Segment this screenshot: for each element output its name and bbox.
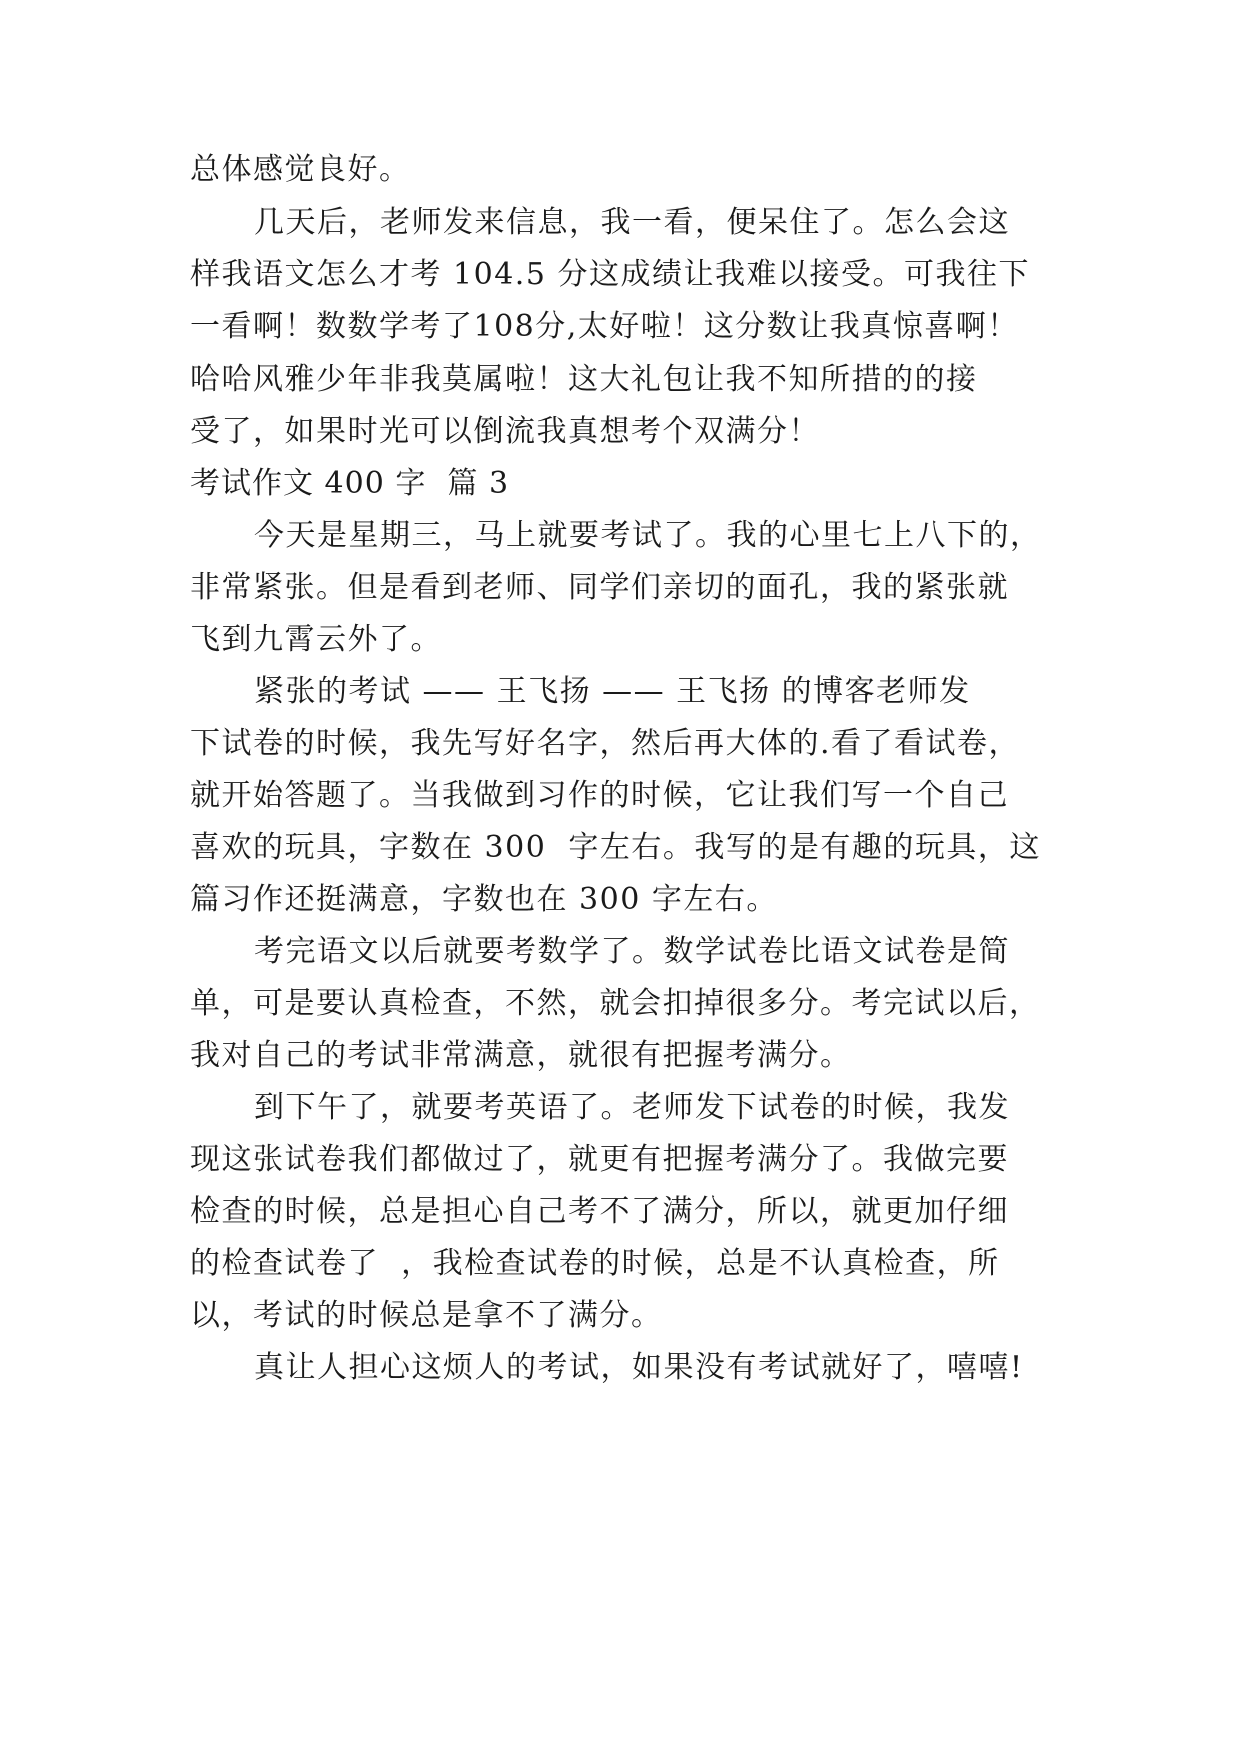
section-heading: 考试作文 400 字 篇 3: [190, 466, 510, 501]
paragraph-line: 紧张的考试 —— 王飞扬 —— 王飞扬 的博客老师发: [254, 674, 971, 709]
paragraph-line: 受了，如果时光可以倒流我真想考个双满分！: [190, 414, 820, 449]
paragraph-line: 今天是星期三，马上就要考试了。我的心里七上八下的，: [254, 518, 1042, 553]
paragraph-line: 非常紧张。但是看到老师、同学们亲切的面孔，我的紧张就: [190, 570, 1009, 605]
paragraph-line: 现这张试卷我们都做过了，就更有把握考满分了。我做完要: [190, 1142, 1009, 1177]
paragraph-line: 单，可是要认真检查，不然，就会扣掉很多分。考完试以后，: [190, 986, 1041, 1021]
paragraph-line: 真让人担心这烦人的考试，如果没有考试就好了，嘻嘻!: [254, 1350, 1024, 1385]
paragraph-line: 总体感觉良好。: [190, 152, 411, 187]
paragraph-line: 的检查试卷了 ，我检查试卷的时候，总是不认真检查，所: [190, 1246, 1000, 1281]
paragraph-line: 哈哈风雅少年非我莫属啦！这大礼包让我不知所措的的接: [190, 362, 978, 397]
paragraph-line: 样我语文怎么才考 104.5 分这成绩让我难以接受。可我往下: [190, 257, 1030, 292]
paragraph-line: 几天后，老师发来信息，我一看，便呆住了。怎么会这: [254, 205, 1010, 240]
paragraph-line: 篇习作还挺满意，字数也在 300 字左右。: [190, 882, 778, 917]
paragraph-line: 我对自己的考试非常满意，就很有把握考满分。: [190, 1038, 852, 1073]
paragraph-line: 下试卷的时候，我先写好名字，然后再大体的.看了看试卷，: [190, 726, 1021, 761]
paragraph-line: 飞到九霄云外了。: [190, 622, 442, 657]
paragraph-line: 考完语文以后就要考数学了。数学试卷比语文试卷是简: [254, 934, 1010, 969]
paragraph-line: 就开始答题了。当我做到习作的时候，它让我们写一个自己: [190, 778, 1009, 813]
paragraph-line: 喜欢的玩具，字数在 300 字左右。我写的是有趣的玩具，这: [190, 830, 1041, 865]
paragraph-line: 检查的时候，总是担心自己考不了满分，所以，就更加仔细: [190, 1194, 1009, 1229]
paragraph-line: 到下午了，就要考英语了。老师发下试卷的时候，我发: [254, 1090, 1010, 1125]
paragraph-line: 一看啊！数数学考了108分,太好啦！这分数让我真惊喜啊！: [190, 309, 1019, 344]
paragraph-line: 以，考试的时候总是拿不了满分。: [190, 1298, 663, 1333]
